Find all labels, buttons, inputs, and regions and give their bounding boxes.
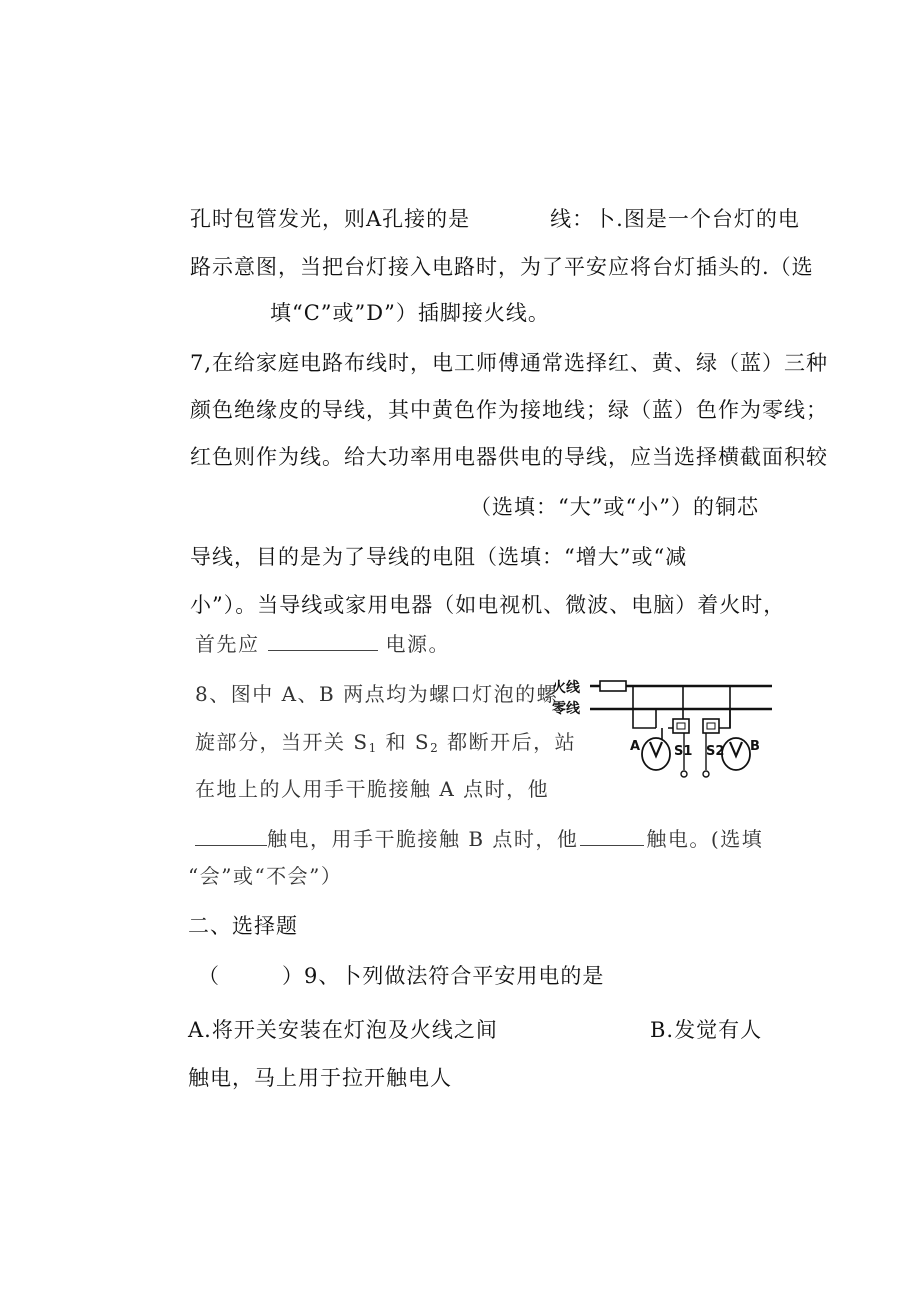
text-and-s: 和 S <box>377 730 431 754</box>
text-spiral-switch: 旋部分，当开关 S <box>195 730 369 754</box>
line-2: 路示意图，当把台灯接入电路时，为了平安应将台灯插头的.（选 <box>190 255 814 279</box>
paren-open: （ <box>198 964 220 988</box>
question-8-line-3: 在地上的人用手干脆接触 A 点时，他 <box>195 777 550 801</box>
label-s2: S2 <box>706 744 725 759</box>
section-title-choice: 二、选择题 <box>188 914 298 938</box>
label-b: B <box>750 739 760 754</box>
question-7-line-1: 7,在给家庭电路布线时，电工师傅通常选择红、黄、绿（蓝）三种 <box>190 351 829 375</box>
subscript-2: 2 <box>430 741 440 755</box>
live-wire-label: 火线 <box>552 680 580 696</box>
fuse <box>600 681 626 691</box>
text-electric-shock: 触电。(选填 <box>646 827 764 851</box>
text-power-source: 电源。 <box>385 632 450 656</box>
question-7-line-2: 颜色绝缘皮的导线，其中黄色作为接地线；绿（蓝）色作为零线； <box>190 398 828 422</box>
text-touch-b: 触电，用手干脆接触 B 点时，他 <box>267 827 579 851</box>
question-7-line-6: 小”）。当导线或家用电器（如电视机、微波、电脑）着火时， <box>190 593 786 617</box>
subscript-1: 1 <box>368 741 378 755</box>
blank-touch-b[interactable] <box>580 827 644 846</box>
neutral-wire-label: 零线 <box>552 701 580 717</box>
question-9 <box>198 962 604 990</box>
blank-touch-a[interactable] <box>195 827 267 846</box>
text-lamp-intro: 线：卜.图是一个台灯的电 <box>550 207 800 231</box>
question-8-line-1: 8、图中 A、B 两点均为螺口灯泡的螺 <box>195 682 559 706</box>
label-s1: S1 <box>674 744 693 759</box>
blank-wire-type[interactable] <box>470 208 550 226</box>
label-a: A <box>630 739 641 754</box>
option-b: B.发觉有人 <box>650 1018 763 1042</box>
option-a: A.将开关安装在灯泡及火线之间 <box>188 1018 498 1042</box>
text-first-should: 首先应 <box>195 632 260 656</box>
option-b-continued: 触电，马上用于拉开触电人 <box>188 1066 452 1090</box>
question-7-line-5: 导线，目的是为了导线的电阻（选填：“增大”或“减 <box>190 545 688 569</box>
question-8-line-4 <box>195 825 763 853</box>
text-after-open: 都断开后，站 <box>439 730 577 754</box>
circuit-diagram <box>550 670 772 792</box>
line-1 <box>190 205 800 233</box>
question-8-line-5: “会”或“不会”） <box>188 864 343 888</box>
question-7-line-4: （选填：“大”或“小”）的铜芯 <box>470 495 759 519</box>
blank-power-action[interactable] <box>268 632 378 651</box>
question-7-line-7 <box>195 630 450 658</box>
question-9-text: ）9、卜列做法符合平安用电的是 <box>282 964 605 988</box>
question-8-line-2 <box>195 728 576 762</box>
question-7-line-3: 红色则作为线。给大功率用电器供电的导线，应当选择横截面积较 <box>190 445 828 469</box>
line-3: 填“C”或”D”）插脚接火线。 <box>270 301 550 325</box>
text-hole-a: 孔时包管发光，则A孔接的是 <box>190 207 471 231</box>
